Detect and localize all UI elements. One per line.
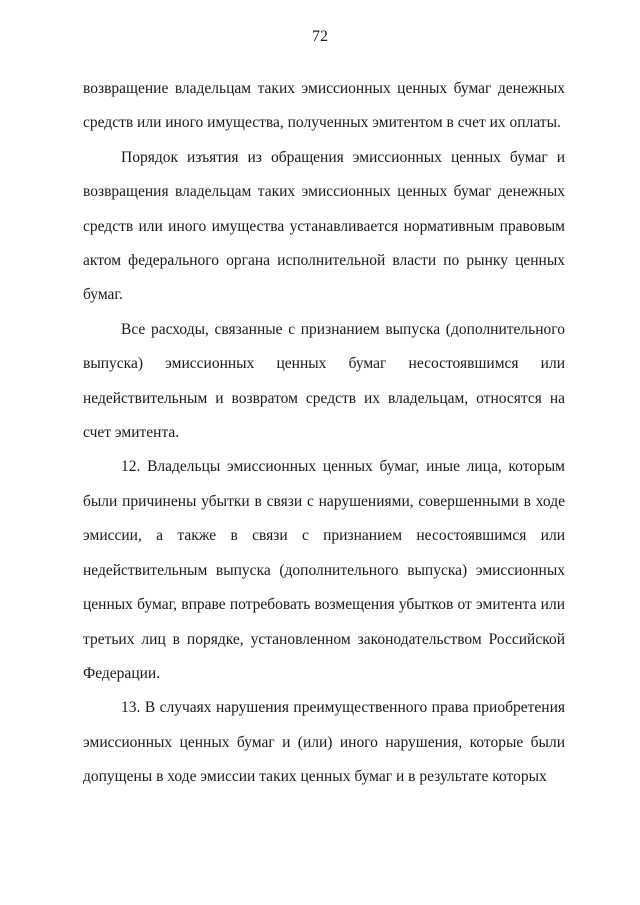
paragraph-4: 12. Владельцы эмиссионных ценных бумаг, иные лица, которым были причинены убытки в связи с нарушениями, совершенными в ходе эмиссии, а также в связи с признанием несостоявшимся или недействительным выпуска (дополнительного выпуска) эмиссионных ценных бумаг, вправе потребовать возмещения убытков от эмитента или третьих лиц в порядке, установленном законодательством Российской Федерации. [83,458,565,682]
paragraph-5: 13. В случаях нарушения преимущественного права приобретения эмиссионных ценных бумаг и (или) иного нарушения, которые были допущены в ходе эмиссии таких ценных бумаг и в результате которых [83,699,565,786]
document-body [83,72,565,795]
page-number: 72 [312,28,328,45]
paragraph-3: Все расходы, связанные с признанием выпуска (дополнительного выпуска) эмиссионных ценных бумаг несостоявшимся или недействительным и возвратом средств их владельцам, относятся на счет эмитента. [83,320,565,442]
paragraph-1: возвращение владельцам таких эмиссионных ценных бумаг денежных средств или иного имущества, полученных эмитентом в счет их оплаты. [83,80,565,132]
paragraph-2: Порядок изъятия из обращения эмиссионных ценных бумаг и возвращения владельцам таких эмиссионных ценных бумаг денежных средств или иного имущества устанавливается нормативным правовым актом федерального органа исполнительной власти по рынку ценных бумаг. [83,148,565,304]
